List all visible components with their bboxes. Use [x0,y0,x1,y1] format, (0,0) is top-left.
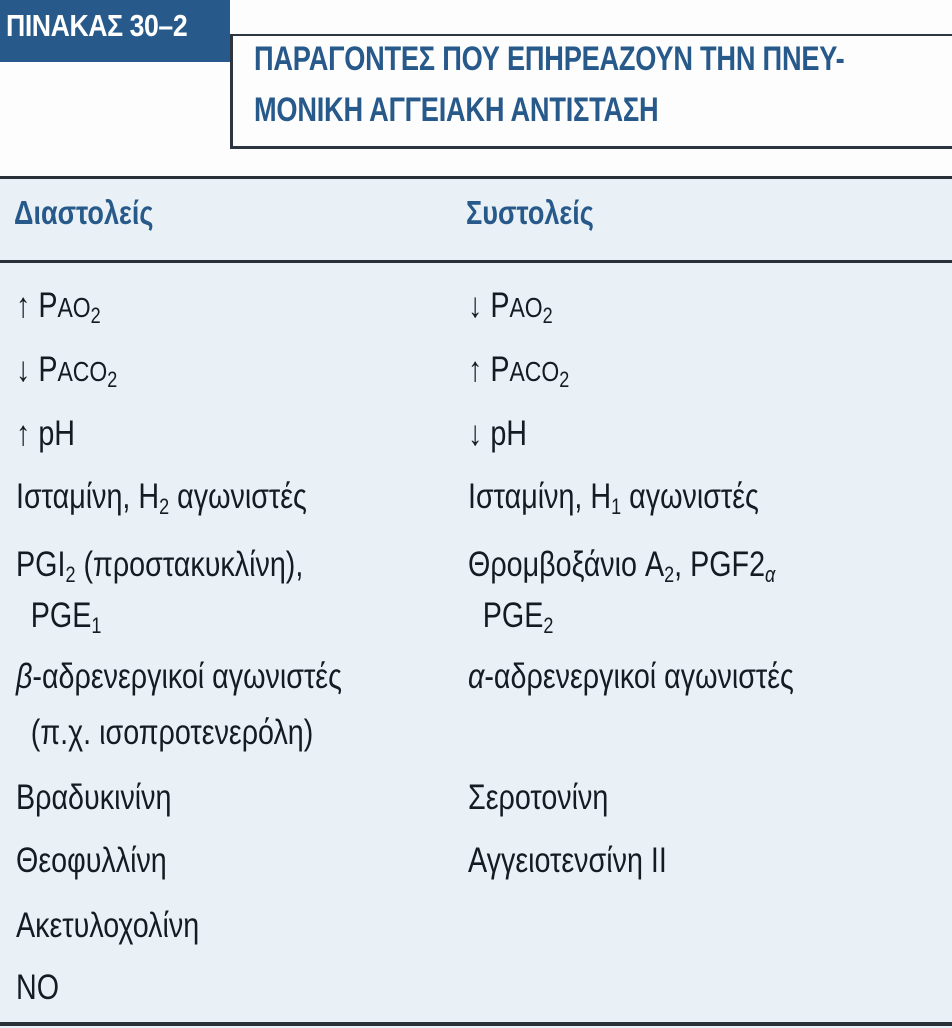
constrictor-alpha-adrenergic: α-αδρενεργικοί αγωνιστές [468,657,794,696]
up-arrow-icon: ↑ [16,414,31,453]
dilator-bradykinin: Βραδυκινίνη [16,778,172,817]
constrictor-thromboxane: Θρομβοξάνιο $A_2$, $PGF2_\alpha$ [468,545,776,587]
up-arrow-icon: ↑ [468,350,483,389]
table-title-line-1: ΠΑΡΑΓΟΝΤΕΣ ΠΟΥ ΕΠΗΡΕΑΖΟΥΝ ΤΗΝ ΠΝΕΥ- [254,40,845,78]
dilator-ph: ↑ pH [16,414,76,453]
constrictor-pge2: $PGE_2$ [482,596,554,638]
column-header-constrictors: Συστολείς [466,194,594,231]
dilator-acetylcholine: Ακετυλοχολίνη [16,906,200,945]
down-arrow-icon: ↓ [468,414,483,453]
table-top-rule [0,176,952,179]
table-label: ΠΙΝΑΚΑΣ 30–2 [6,8,188,43]
constrictor-angiotensin: Αγγειοτενσίνη II [468,841,667,880]
dilator-pge1: $PGE_1$ [30,596,102,638]
table-bottom-rule [0,1022,952,1026]
constrictor-ph: ↓ pH [468,414,528,453]
dilator-theophylline: Θεοφυλλίνη [16,841,167,880]
column-header-dilators: Διαστολείς [14,194,154,231]
constrictor-histamine: Ισταμίνη, $H_1$ αγωνιστές [468,477,759,519]
down-arrow-icon: ↓ [468,286,483,325]
dilator-histamine: Ισταμίνη, $H_2$ αγωνιστές [16,477,307,519]
constrictor-pao2: ↓ $PAO_2$ [468,286,553,328]
dilator-pgi2: $PGI_2$ (προστακυκλίνη), [16,545,304,587]
dilator-pao2: ↑ $PAO_2$ [16,286,101,328]
down-arrow-icon: ↓ [16,350,31,389]
dilator-no: NO [16,968,60,1007]
table-header-rule [0,260,952,263]
up-arrow-icon: ↑ [16,286,31,325]
constrictor-paco2: ↑ $PACO_2$ [468,350,570,392]
dilator-beta-adrenergic: β-αδρενεργικοί αγωνιστές [16,657,342,696]
dilator-paco2: ↓ $PACO_2$ [16,350,118,392]
title-frame-top [230,34,952,36]
constrictor-serotonin: Σεροτονίνη [468,778,609,817]
table-title-line-2: ΜΟΝΙΚΗ ΑΓΓΕΙΑΚΗ ΑΝΤΙΣΤΑΣΗ [254,91,659,129]
table-label-box [0,0,230,62]
dilator-isoproterenol: (π.χ. ισοπροτενερόλη) [30,713,314,752]
